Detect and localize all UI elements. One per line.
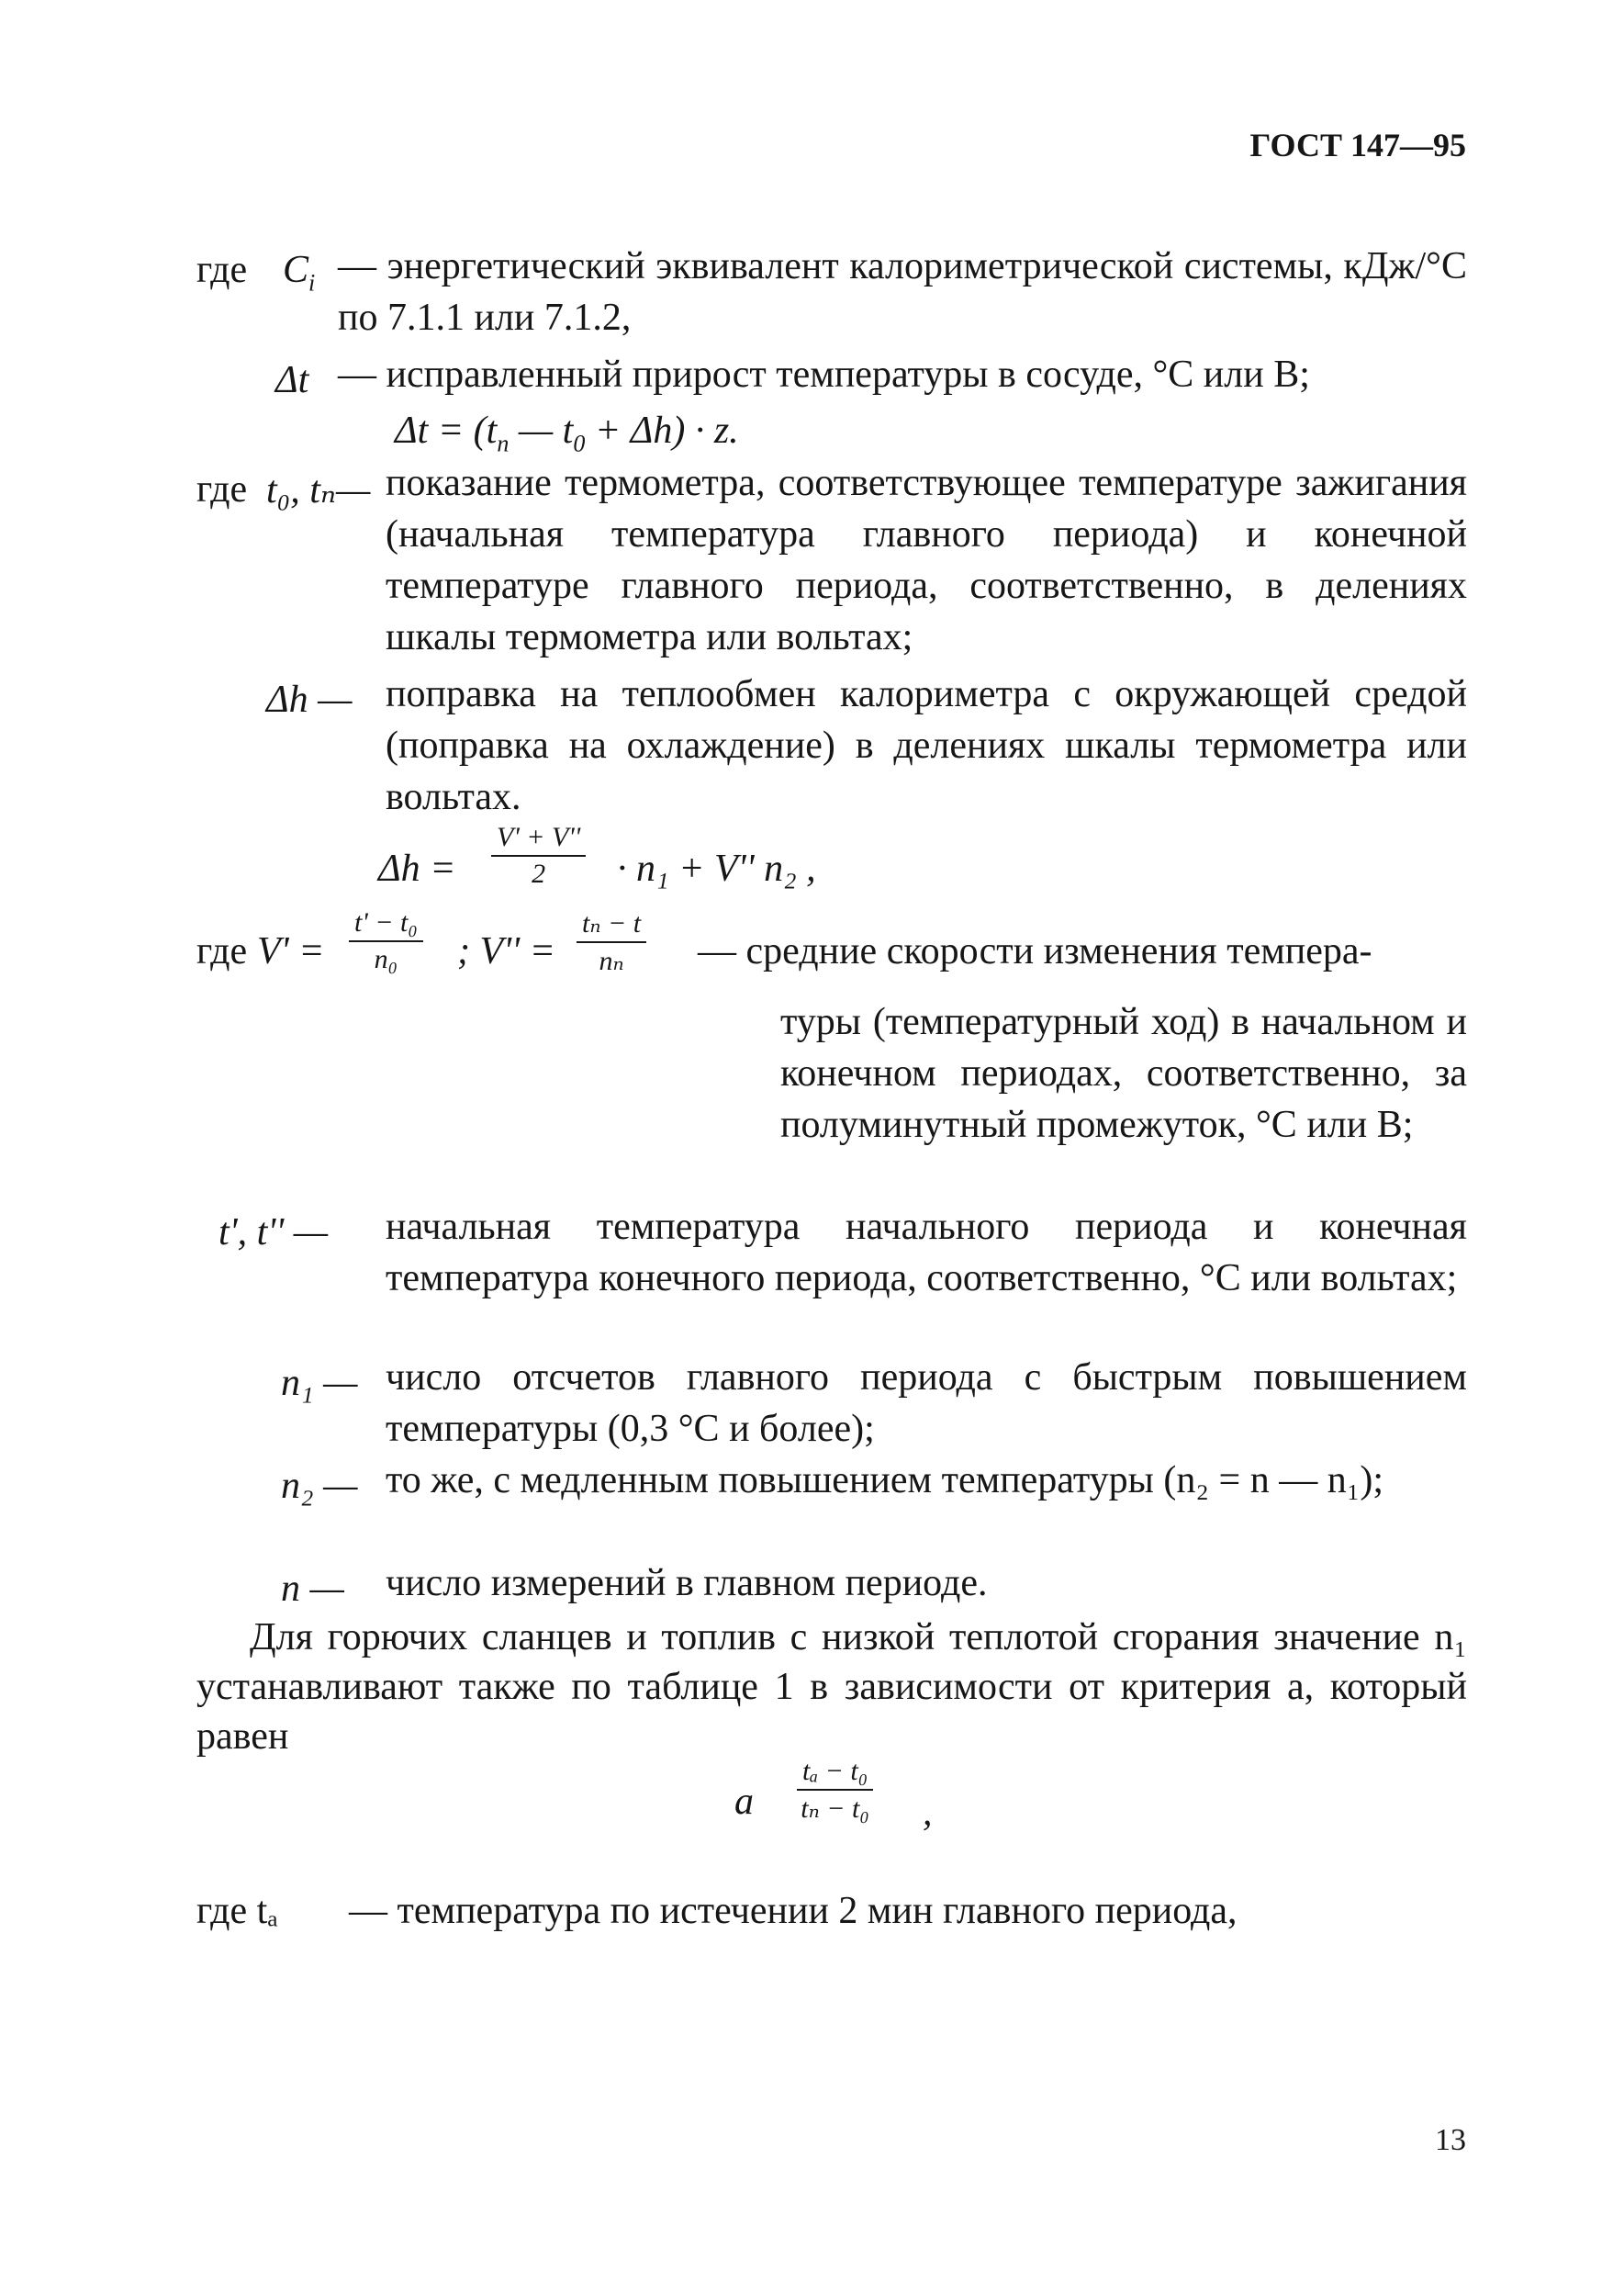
def-v1-num: t' − t₀ — [349, 907, 423, 942]
def-symbol-dt: Δt — [275, 359, 309, 401]
def-v2-label: ; V'' = — [457, 930, 555, 972]
formula-delta-t-a: Δt = (t — [395, 410, 498, 452]
def-v1-label: V' = — [257, 930, 325, 972]
def-symbol-ci — [283, 248, 315, 297]
def-v-text-rest: туры (температурный ход) в начальном и конечном периодах, соответственно, за полуминутный промежуток, °С или В; — [780, 1001, 1467, 1146]
formula-delta-t-c: + Δh) · z. — [585, 410, 739, 452]
formula-delta-t — [395, 409, 739, 457]
def-text-n: число измерений в главном периоде. — [386, 1562, 988, 1604]
def-text-ta: — температура по истечении 2 мин главного периода, — [349, 1890, 1238, 1932]
def-symbol-n2: n₂ — — [281, 1465, 358, 1507]
formula-a-num: tₐ − t₀ — [797, 1756, 873, 1791]
page-header-doc-id: ГОСТ 147—95 — [1249, 127, 1466, 163]
def-v2-den: nₙ — [599, 946, 624, 976]
formula-a-den: tₙ − t₀ — [801, 1793, 869, 1824]
formula-a-lhs: a — [734, 1781, 754, 1823]
def-text-tt: начальная температура начального периода и конечная температура конечного периода, соответственно, °С или вольтах; — [386, 1206, 1467, 1299]
def-symbol-tt: t', t'' — — [218, 1211, 329, 1253]
def-where-ta: где tₐ — [196, 1890, 278, 1932]
def-symbol-dh: Δh — — [266, 679, 353, 721]
def-where-t0: где — [196, 468, 248, 511]
formula-delta-t-b: — t — [509, 410, 574, 452]
def-symbol-t0: t₀, tₙ— — [266, 469, 371, 511]
def-text-n2: то же, с медленным повышением температуры (n₂ = n — n₁); — [386, 1459, 1383, 1501]
def-text-dh: поправка на теплообмен калориметра с окружающей средой (поправка на охлаждение) в делениях шкалы термометра или вольтах. — [386, 673, 1467, 818]
formula-delta-h-lhs: Δh = — [378, 848, 456, 890]
def-symbol-ci-main: C — [283, 249, 309, 291]
formula-delta-h-fraction — [491, 822, 586, 890]
def-v1-den: n₀ — [374, 944, 398, 974]
formula-delta-t-sub-0: 0 — [573, 430, 586, 457]
def-where-v: где — [196, 930, 248, 972]
def-v2-num: tₙ − t — [577, 907, 646, 943]
page-number: 13 — [1435, 2123, 1466, 2157]
formula-a-tail: , — [923, 1792, 933, 1834]
formula-delta-t-sub-n: n — [497, 430, 510, 457]
formula-a-fraction — [797, 1756, 873, 1825]
def-text-t0: показание термометра, соответствующее температуре зажигания (начальная температура главного периода) и конечной температуре главного периода, соответственно, в делениях шкалы термометра или вольтах; — [386, 462, 1467, 658]
def-v-text-first: — средние скорости изменения темпера- — [698, 930, 1372, 972]
formula-delta-h-den: 2 — [532, 859, 546, 889]
paragraph-criterion-a: Для горючих сланцев и топлив с низкой теплотой сгорания значение n₁ устанавливают также по таблице 1 в зависимости от критерия a, который равен — [196, 1616, 1467, 1758]
def-symbol-n1: n₁ — — [281, 1362, 358, 1404]
def-text-dt: — исправленный прирост температуры в сосуде, °С или В; — [338, 354, 1310, 396]
formula-delta-h-rest: · n₁ + V'' n₂ , — [617, 848, 816, 890]
def-text-n1: число отсчетов главного периода с быстрым повышением температуры (0,3 °С и более); — [386, 1356, 1467, 1450]
def-v1-fraction — [349, 907, 423, 975]
def-where-ci: где — [196, 249, 248, 291]
def-text-ci: — энергетический эквивалент калориметрической системы, кДж/°С по 7.1.1 или 7.1.2, — [338, 245, 1467, 339]
def-v2-fraction — [577, 907, 646, 977]
def-symbol-n: n — — [281, 1568, 344, 1610]
formula-delta-h-num: V' + V'' — [491, 822, 586, 857]
def-symbol-ci-sub: i — [308, 269, 316, 297]
